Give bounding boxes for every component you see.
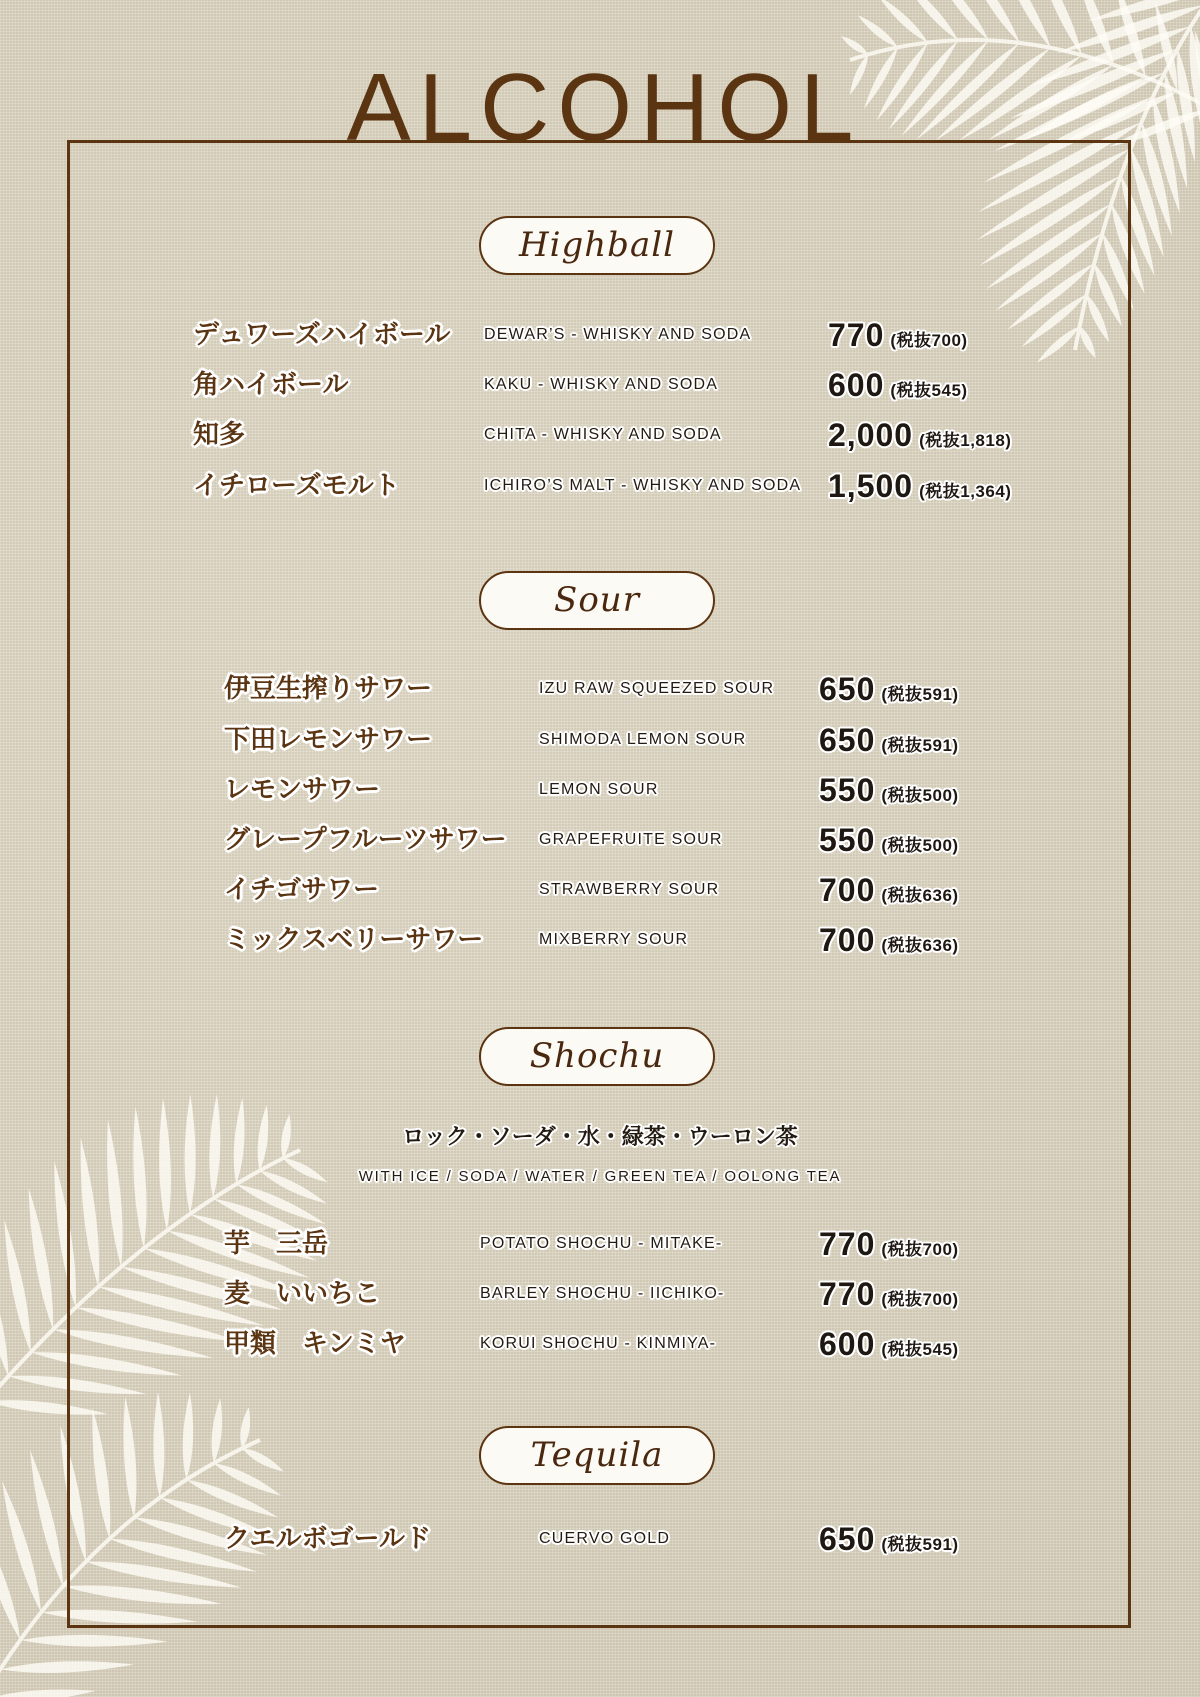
palm-leaflet [0,1661,134,1673]
item-name-en: GRAPEFRUITE SOUR [539,831,723,848]
section-title: Tequila [530,1435,664,1475]
price-value: 2,000 [828,417,914,453]
item-price [819,822,959,865]
price-tax-excluded: (税抜591) [881,736,959,755]
menu-row [0,722,1200,758]
price-tax-excluded: (税抜500) [881,786,959,805]
price-tax-excluded: (税抜636) [881,936,959,955]
item-name-jp: イチローズモルト [193,471,400,501]
price-value: 770 [828,317,885,353]
price-value: 550 [819,822,876,858]
price-tax-excluded: (税抜700) [890,331,968,350]
menu-row [0,772,1200,808]
item-price [828,317,968,360]
item-name-jp: クエルボゴールド [224,1524,431,1554]
price-value: 600 [819,1326,876,1362]
item-name-jp: 伊豆生搾りサワー [224,674,433,704]
item-price [819,1521,959,1564]
item-name-jp: イチゴサワー [224,875,379,905]
item-name-jp: グレープフルーツサワー [224,825,507,855]
section-title: Sour [554,580,640,620]
section-title: Highball [519,225,675,265]
price-tax-excluded: (税抜700) [881,1240,959,1259]
item-name-en: SHIMODA LEMON SOUR [539,731,747,748]
section-title: Shochu [529,1036,665,1076]
price-value: 770 [819,1226,876,1262]
menu-row [0,872,1200,908]
item-price [819,671,959,714]
item-name-jp: 下田レモンサワー [224,725,433,755]
item-name-en: BARLEY SHOCHU - IICHIKO- [480,1285,725,1302]
item-name-en: LEMON SOUR [539,781,659,798]
price-value: 650 [819,722,876,758]
item-name-jp: 芋 三岳 [224,1229,329,1259]
item-name-jp: 知多 [193,420,246,450]
palm-leaflet [0,1690,96,1697]
item-name-jp: レモンサワー [224,775,381,805]
section-badge-shochu [479,1027,715,1086]
item-price [819,1276,959,1319]
price-value: 600 [828,367,885,403]
item-price [819,1326,959,1369]
page-title: ALCOHOL [346,54,862,161]
item-name-jp: 甲類 キンミヤ [224,1329,406,1359]
palm-leaflet [902,0,958,40]
menu-row [0,922,1200,958]
item-name-jp: ミックスベリーサワー [224,925,484,955]
menu-row [0,1326,1200,1362]
serving-styles-en: WITH ICE / SODA / WATER / GREEN TEA / OOLONG TEA [358,1168,842,1185]
menu-row [0,822,1200,858]
item-price [828,468,1011,511]
item-price [828,417,1011,460]
price-value: 650 [819,1521,876,1557]
menu-row [0,468,1200,504]
palm-leaflet [30,1450,63,1586]
item-name-en: CUERVO GOLD [539,1530,671,1547]
item-name-en: KAKU - WHISKY AND SODA [484,376,719,393]
section-badge-highball [479,216,715,275]
price-value: 700 [819,872,876,908]
price-value: 700 [819,922,876,958]
menu-row [0,1226,1200,1262]
item-name-jp: 麦 いいちこ [224,1279,381,1309]
item-name-en: MIXBERRY SOUR [539,931,689,948]
price-value: 650 [819,671,876,707]
price-tax-excluded: (税抜545) [890,381,968,400]
item-price [819,922,959,965]
item-name-en: ICHIRO’S MALT - WHISKY AND SODA [484,477,802,494]
palm-leaflet [858,15,898,47]
price-tax-excluded: (税抜545) [881,1340,959,1359]
item-price [828,367,968,410]
section-badge-tequila [479,1426,715,1485]
menu-row [0,1521,1200,1557]
menu-row [0,317,1200,353]
price-value: 550 [819,772,876,808]
price-tax-excluded: (税抜500) [881,836,959,855]
menu-row [0,671,1200,707]
item-name-jp: デュワーズハイボール [193,320,451,350]
price-tax-excluded: (税抜636) [881,886,959,905]
item-name-en: CHITA - WHISKY AND SODA [484,426,722,443]
menu-row [0,1276,1200,1312]
item-price [819,772,959,815]
price-tax-excluded: (税抜1,364) [919,482,1012,501]
item-price [819,872,959,915]
serving-styles-jp: ロック・ソーダ・水・緑茶・ウーロン茶 [402,1125,798,1150]
item-price [819,1226,959,1269]
item-name-en: KORUI SHOCHU - KINMIYA- [480,1335,717,1352]
price-tax-excluded: (税抜591) [881,685,959,704]
price-tax-excluded: (税抜700) [881,1290,959,1309]
palm-leaflet [841,36,868,54]
item-name-jp: 角ハイボール [193,370,349,400]
item-price [819,722,959,765]
price-tax-excluded: (税抜1,818) [919,431,1012,450]
menu-row [0,367,1200,403]
item-name-en: IZU RAW SQUEEZED SOUR [539,680,775,697]
palm-leaflet [20,1635,168,1647]
price-value: 1,500 [828,468,914,504]
item-name-en: DEWAR’S - WHISKY AND SODA [484,326,752,343]
section-badge-sour [479,571,715,630]
price-value: 770 [819,1276,876,1312]
price-tax-excluded: (税抜591) [881,1535,959,1554]
item-name-en: POTATO SHOCHU - MITAKE- [480,1235,723,1252]
menu-row [0,417,1200,453]
item-name-en: STRAWBERRY SOUR [539,881,720,898]
